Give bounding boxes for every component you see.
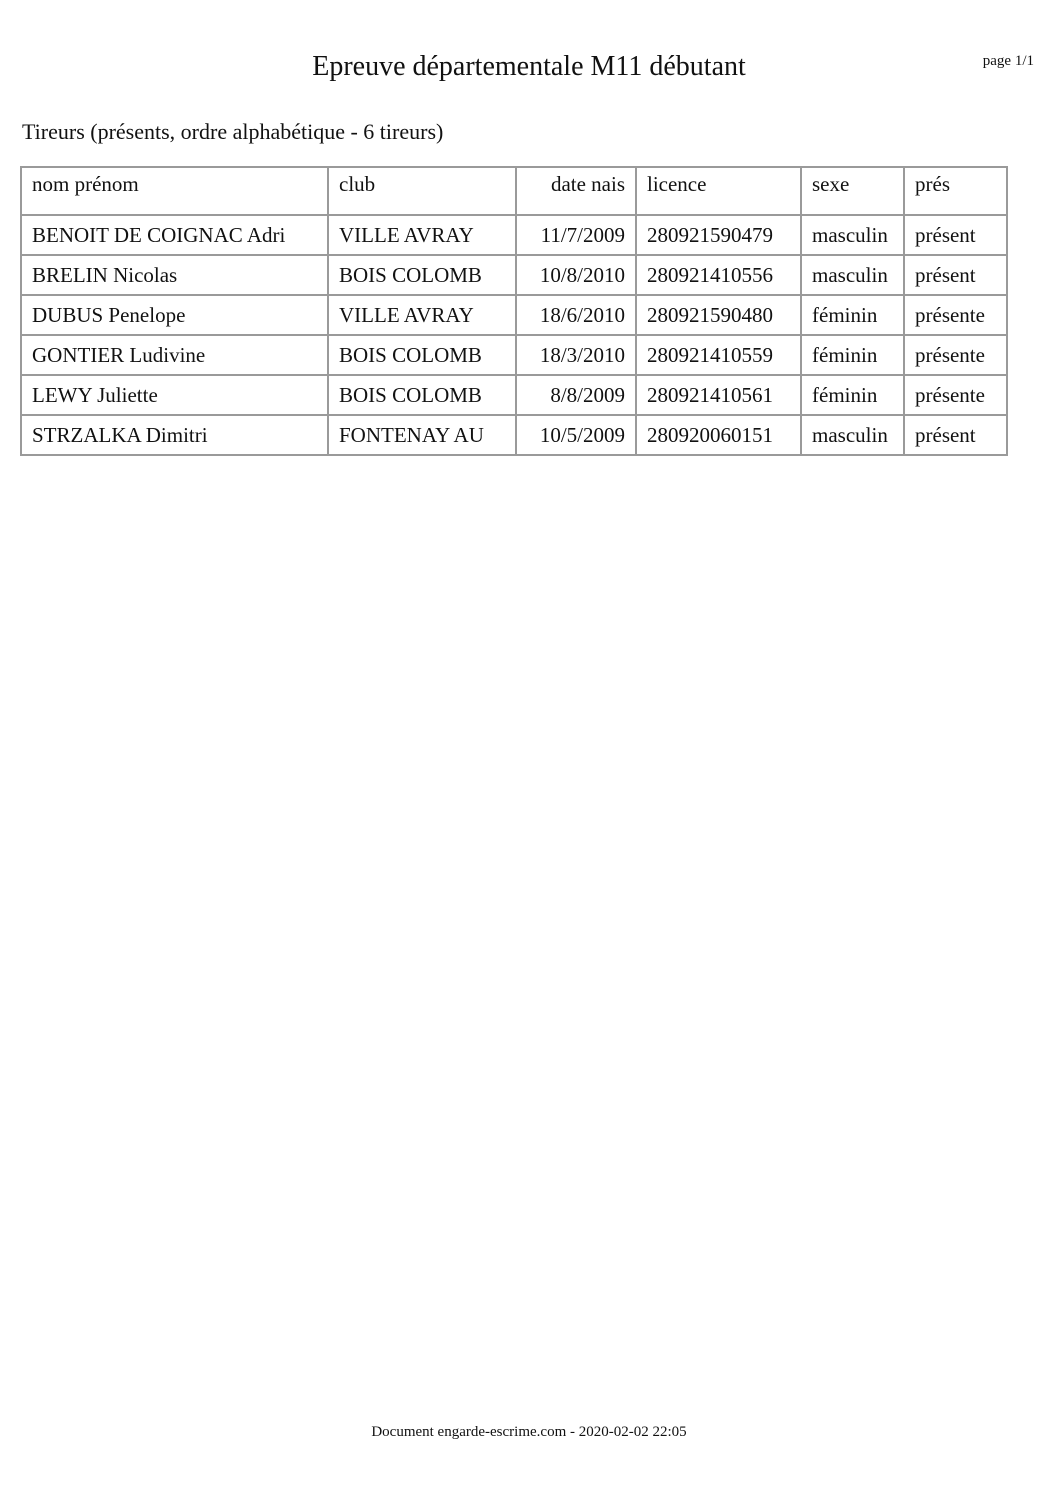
cell-name: GONTIER Ludivine bbox=[22, 336, 329, 376]
header-licence: licence bbox=[637, 168, 802, 216]
cell-name: STRZALKA Dimitri bbox=[22, 416, 329, 454]
cell-club: VILLE AVRAY bbox=[329, 296, 517, 336]
cell-licence: 280920060151 bbox=[637, 416, 802, 454]
cell-licence: 280921590480 bbox=[637, 296, 802, 336]
cell-sex: masculin bbox=[802, 216, 905, 256]
header-name: nom prénom bbox=[22, 168, 329, 216]
cell-presence: présent bbox=[905, 256, 1006, 296]
cell-birth-date: 10/5/2009 bbox=[517, 416, 637, 454]
cell-name: BENOIT DE COIGNAC Adri bbox=[22, 216, 329, 256]
header-presence: prés bbox=[905, 168, 1006, 216]
cell-club: VILLE AVRAY bbox=[329, 216, 517, 256]
cell-licence: 280921410556 bbox=[637, 256, 802, 296]
cell-name: DUBUS Penelope bbox=[22, 296, 329, 336]
cell-presence: présente bbox=[905, 296, 1006, 336]
table-row bbox=[22, 336, 1006, 376]
header-sex: sexe bbox=[802, 168, 905, 216]
cell-sex: masculin bbox=[802, 416, 905, 454]
cell-name: LEWY Juliette bbox=[22, 376, 329, 416]
cell-licence: 280921590479 bbox=[637, 216, 802, 256]
cell-club: BOIS COLOMB bbox=[329, 336, 517, 376]
cell-presence: présent bbox=[915, 422, 976, 447]
table-row bbox=[22, 376, 1006, 416]
cell-birth-date: 11/7/2009 bbox=[517, 216, 637, 256]
table-row bbox=[22, 416, 1006, 454]
cell-sex: masculin bbox=[802, 256, 905, 296]
cell-sex: féminin bbox=[802, 336, 905, 376]
table-row bbox=[22, 296, 1006, 336]
page-number: page 1/1 bbox=[982, 53, 1034, 69]
cell-licence: 280921410559 bbox=[637, 336, 802, 376]
cell-birth-date: 8/8/2009 bbox=[517, 376, 637, 416]
cell-presence: présent bbox=[905, 216, 1006, 256]
section-title: Tireurs (présents, ordre alphabétique - 6 tireurs) bbox=[22, 119, 444, 144]
cell-club: BOIS COLOMB bbox=[329, 376, 517, 416]
cell-club: BOIS COLOMB bbox=[329, 256, 517, 296]
document-footer: Document engarde-escrime.com - 2020-02-02 22:05 bbox=[371, 1424, 687, 1440]
entrants-table bbox=[20, 166, 1008, 456]
cell-presence: présente bbox=[905, 336, 1006, 376]
table-row bbox=[22, 216, 1006, 256]
cell-name: BRELIN Nicolas bbox=[22, 256, 329, 296]
cell-presence: présente bbox=[905, 376, 1006, 416]
cell-sex: féminin bbox=[802, 376, 905, 416]
cell-birth-date: 18/3/2010 bbox=[517, 336, 637, 376]
header-club: club bbox=[329, 168, 517, 216]
document-title: Epreuve départementale M11 débutant bbox=[312, 51, 746, 82]
header-birth-date: date nais bbox=[517, 168, 637, 216]
cell-club: FONTENAY AU bbox=[329, 416, 517, 454]
table-header-row bbox=[22, 168, 1006, 216]
cell-sex: féminin bbox=[802, 296, 905, 336]
cell-birth-date: 18/6/2010 bbox=[517, 296, 637, 336]
cell-birth-date: 10/8/2010 bbox=[517, 256, 637, 296]
cell-licence: 280921410561 bbox=[637, 376, 802, 416]
table-row bbox=[22, 256, 1006, 296]
